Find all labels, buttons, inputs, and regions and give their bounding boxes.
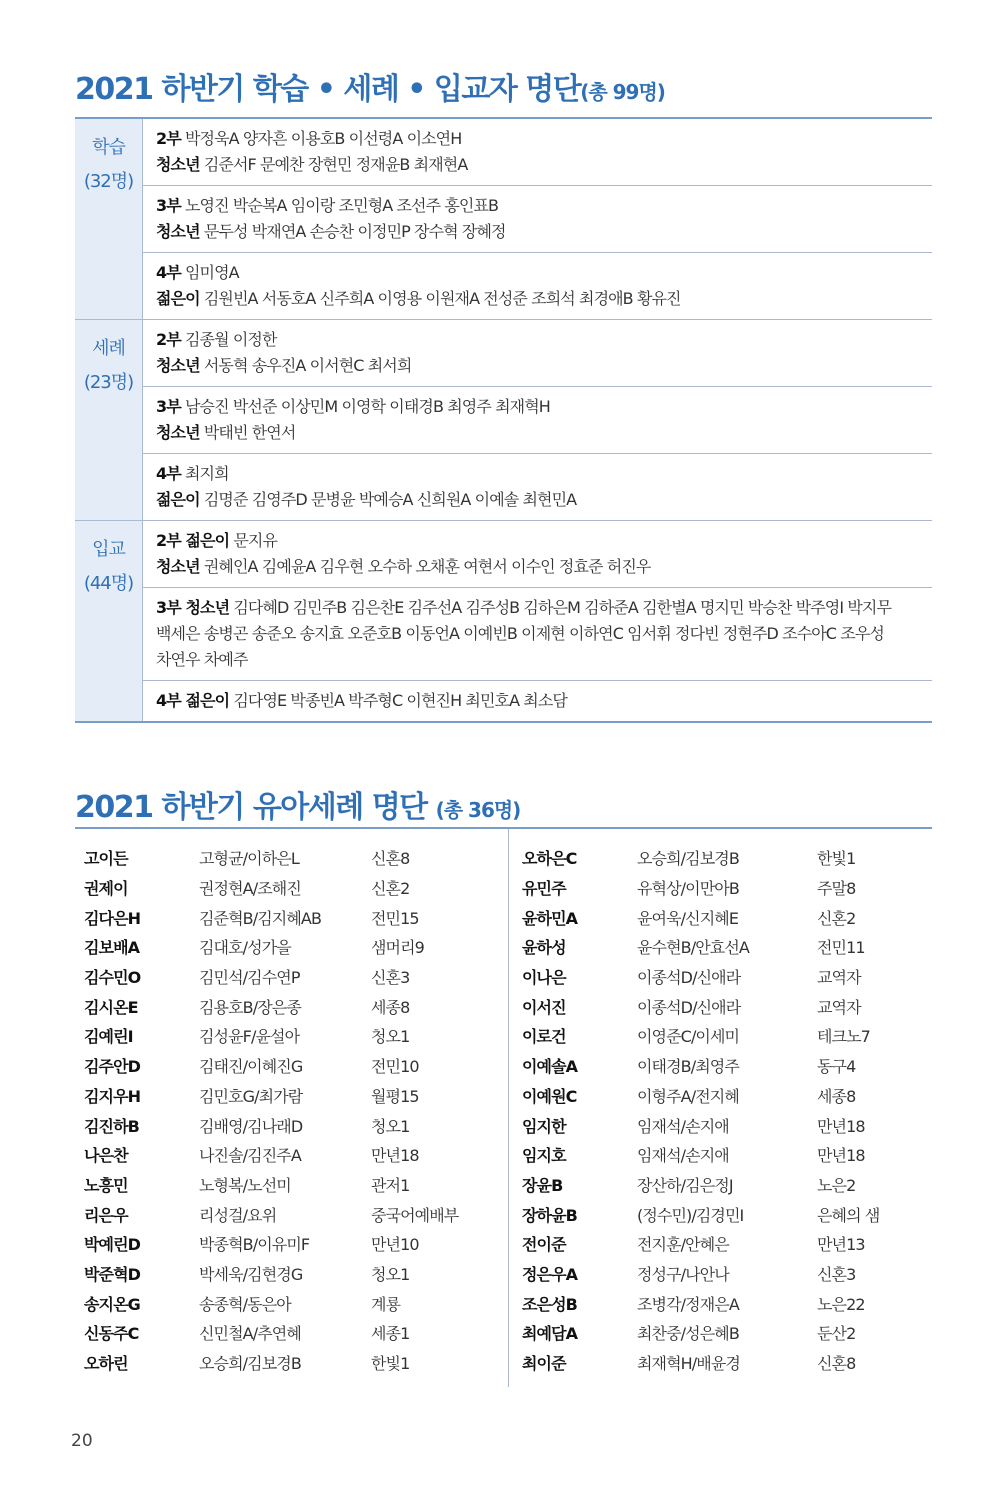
list-item bbox=[522, 1348, 879, 1378]
list-item bbox=[522, 1229, 879, 1259]
parents-names: 김민호G/최가람 bbox=[199, 1086, 303, 1106]
department-block bbox=[143, 680, 932, 721]
list-item bbox=[522, 1199, 879, 1229]
list-item bbox=[522, 1170, 879, 1200]
group-label: 젊은이 bbox=[156, 490, 200, 509]
member-names: 권혜인A 김예윤A 김우현 오수하 오채훈 여현서 이수인 정효준 허진우 bbox=[199, 557, 651, 576]
member-names: 박태빈 한연서 bbox=[199, 423, 296, 442]
child-name: 정은우A bbox=[522, 1264, 578, 1284]
category-blocks bbox=[143, 119, 932, 319]
roster-line bbox=[156, 647, 932, 673]
child-name: 오하린 bbox=[84, 1354, 128, 1374]
group-label: 4부 젊은이 bbox=[156, 691, 230, 710]
roster-line bbox=[156, 193, 932, 219]
child-name: 권제이 bbox=[84, 879, 128, 899]
list-item bbox=[84, 1288, 458, 1318]
member-names: 김다영E 박종빈A 박주형C 이현진H 최민호A 최소담 bbox=[229, 691, 567, 710]
member-names: 임미영A bbox=[180, 263, 239, 282]
group-label: 청소년 bbox=[156, 155, 200, 174]
child-name: 장윤B bbox=[522, 1175, 563, 1195]
parents-names: 최재혁H/배윤경 bbox=[637, 1354, 740, 1374]
roster-line bbox=[156, 219, 932, 245]
roster-line bbox=[156, 461, 932, 487]
member-names: 백세은 송병곤 송준오 송지효 오준호B 이동언A 이예빈B 이제현 이하연C 임서휘 정다빈 정현주D 조수아C 조우성 bbox=[156, 624, 884, 643]
district: 신혼3 bbox=[817, 1264, 856, 1284]
parents-names: 김성윤F/윤설아 bbox=[199, 1027, 300, 1047]
district: 노은22 bbox=[817, 1294, 865, 1314]
list-item bbox=[522, 962, 879, 992]
district: 한빛1 bbox=[817, 849, 856, 869]
parents-names: (정수민)/김경민I bbox=[637, 1205, 744, 1225]
list-item bbox=[84, 962, 458, 992]
list-item bbox=[522, 1288, 879, 1318]
list-item bbox=[522, 1318, 879, 1348]
column-divider bbox=[508, 829, 509, 1387]
parents-names: 김배영/김나래D bbox=[199, 1116, 303, 1136]
group-label: 젊은이 bbox=[156, 289, 200, 308]
district: 전민11 bbox=[817, 938, 865, 958]
group-label: 3부 청소년 bbox=[156, 598, 230, 617]
list-item bbox=[84, 902, 458, 932]
category-blocks bbox=[143, 521, 932, 721]
parents-names: 송종혁/동은아 bbox=[199, 1294, 291, 1314]
group-label: 4부 bbox=[156, 263, 181, 282]
department-block bbox=[143, 386, 932, 453]
list-item bbox=[522, 1110, 879, 1140]
list-item bbox=[84, 1259, 458, 1289]
member-names: 문두성 박재연A 손승찬 이정민P 장수혁 장혜정 bbox=[199, 222, 506, 241]
child-name: 리은우 bbox=[84, 1205, 128, 1225]
parents-names: 이종석D/신애라 bbox=[637, 997, 741, 1017]
member-names: 최지희 bbox=[180, 464, 229, 483]
district: 동구4 bbox=[817, 1057, 856, 1077]
parents-names: 김태진/이혜진G bbox=[199, 1057, 303, 1077]
parents-names: 김대호/성가을 bbox=[199, 938, 291, 958]
parents-names: 유혁상/이만아B bbox=[637, 879, 739, 899]
group-label: 청소년 bbox=[156, 356, 200, 375]
list-item bbox=[84, 1021, 458, 1051]
child-name: 윤하민A bbox=[522, 908, 578, 928]
district: 만년18 bbox=[817, 1146, 865, 1166]
member-names: 김명준 김영주D 문병윤 박예승A 신희원A 이예솔 최현민A bbox=[199, 490, 577, 509]
roster-line bbox=[156, 420, 932, 446]
roster-line bbox=[156, 688, 932, 714]
child-name: 김다은H bbox=[84, 908, 141, 928]
parents-names: 권정현A/조해진 bbox=[199, 879, 301, 899]
child-name: 김진하B bbox=[84, 1116, 139, 1136]
list-item bbox=[522, 902, 879, 932]
parents-names: 정성구/나안나 bbox=[637, 1264, 729, 1284]
district: 교역자 bbox=[817, 997, 861, 1017]
group-label: 2부 bbox=[156, 129, 181, 148]
list-item bbox=[84, 1110, 458, 1140]
parents-names: 이종석D/신애라 bbox=[637, 968, 741, 988]
group-label: 3부 bbox=[156, 196, 181, 215]
list-item bbox=[84, 873, 458, 903]
child-name: 이예솔A bbox=[522, 1057, 578, 1077]
child-name: 고이든 bbox=[84, 849, 128, 869]
parents-names: 이형주A/전지혜 bbox=[637, 1086, 739, 1106]
category-label bbox=[75, 320, 143, 520]
member-names: 김종월 이정한 bbox=[180, 330, 277, 349]
list-item bbox=[84, 991, 458, 1021]
district: 신혼2 bbox=[371, 879, 410, 899]
child-name: 임지호 bbox=[522, 1146, 566, 1166]
group-label: 청소년 bbox=[156, 557, 200, 576]
roster-line bbox=[156, 327, 932, 353]
list-item bbox=[84, 1051, 458, 1081]
category-count: (44명) bbox=[83, 573, 134, 594]
category-blocks bbox=[143, 320, 932, 520]
roster-line bbox=[156, 554, 932, 580]
district: 세종8 bbox=[817, 1086, 856, 1106]
parents-names: 최찬중/성은혜B bbox=[637, 1324, 739, 1344]
district: 만년10 bbox=[371, 1235, 419, 1255]
district: 신혼8 bbox=[817, 1354, 856, 1374]
district: 교역자 bbox=[817, 968, 861, 988]
roster-group bbox=[75, 319, 932, 520]
category-name: 학습 bbox=[92, 137, 125, 158]
child-name: 조은성B bbox=[522, 1294, 577, 1314]
child-name: 유민주 bbox=[522, 879, 566, 899]
child-name: 송지온G bbox=[84, 1294, 140, 1314]
child-name: 이로건 bbox=[522, 1027, 566, 1047]
parents-names: 김용호B/장은종 bbox=[199, 997, 301, 1017]
roster-line bbox=[156, 487, 932, 513]
roster-group bbox=[75, 119, 932, 319]
roster-line bbox=[156, 394, 932, 420]
department-block bbox=[143, 320, 932, 386]
district: 만년18 bbox=[371, 1146, 419, 1166]
roster-line bbox=[156, 621, 932, 647]
category-count: (32명) bbox=[83, 171, 134, 192]
child-name: 최예담A bbox=[522, 1324, 578, 1344]
parents-names: 고형균/이하은L bbox=[199, 849, 299, 869]
parents-names: 박세욱/김현경G bbox=[199, 1264, 303, 1284]
parents-names: 이영준C/이세미 bbox=[637, 1027, 740, 1047]
infant-baptism-list bbox=[75, 827, 932, 1389]
roster-title-text: 2021 하반기 학습 • 세례 • 입교자 명단 bbox=[75, 72, 581, 107]
group-label: 청소년 bbox=[156, 423, 200, 442]
group-label: 2부 bbox=[156, 330, 181, 349]
child-name: 이나은 bbox=[522, 968, 566, 988]
child-name: 신동주C bbox=[84, 1324, 139, 1344]
list-item bbox=[522, 991, 879, 1021]
list-item bbox=[522, 843, 879, 873]
parents-names: 오승희/김보경B bbox=[199, 1354, 301, 1374]
child-name: 박예린D bbox=[84, 1235, 141, 1255]
parents-names: 윤여욱/신지혜E bbox=[637, 908, 739, 928]
infant-baptism-title-text: 2021 하반기 유아세례 명단 bbox=[75, 790, 427, 825]
department-block bbox=[143, 185, 932, 252]
child-name: 임지한 bbox=[522, 1116, 566, 1136]
member-names: 김원빈A 서동호A 신주희A 이영용 이원재A 전성준 조희석 최경애B 황유진 bbox=[199, 289, 681, 308]
child-name: 오하은C bbox=[522, 849, 577, 869]
member-names: 차연우 차예주 bbox=[156, 650, 248, 669]
parents-names: 박종혁B/이유미F bbox=[199, 1235, 310, 1255]
roster-line bbox=[156, 126, 932, 152]
roster-line bbox=[156, 528, 932, 554]
child-name: 노흥민 bbox=[84, 1175, 128, 1195]
member-names: 김준서F 문예찬 장현민 정재윤B 최재현A bbox=[199, 155, 468, 174]
district: 테크노7 bbox=[817, 1027, 870, 1047]
district: 청오1 bbox=[371, 1027, 410, 1047]
parents-names: 윤수현B/안효선A bbox=[637, 938, 749, 958]
roster-line bbox=[156, 260, 932, 286]
member-names: 남승진 박선준 이상민M 이영학 이태경B 최영주 최재혁H bbox=[180, 397, 550, 416]
district: 전민15 bbox=[371, 908, 419, 928]
district: 신혼3 bbox=[371, 968, 410, 988]
list-item bbox=[84, 843, 458, 873]
parents-names: 신민철A/추연혜 bbox=[199, 1324, 301, 1344]
parents-names: 이태경B/최영주 bbox=[637, 1057, 739, 1077]
infant-baptism-title bbox=[75, 782, 520, 826]
infant-column-right bbox=[522, 843, 879, 1377]
child-name: 장하윤B bbox=[522, 1205, 577, 1225]
category-name: 입교 bbox=[92, 539, 125, 560]
list-item bbox=[84, 1170, 458, 1200]
list-item bbox=[84, 932, 458, 962]
list-item bbox=[84, 1199, 458, 1229]
infant-column-left bbox=[84, 843, 458, 1377]
child-name: 이서진 bbox=[522, 997, 566, 1017]
district: 청오1 bbox=[371, 1264, 410, 1284]
department-block bbox=[143, 119, 932, 185]
district: 중국어예배부 bbox=[371, 1205, 459, 1225]
roster-table bbox=[75, 117, 932, 723]
child-name: 김지우H bbox=[84, 1086, 141, 1106]
child-name: 김시온E bbox=[84, 997, 138, 1017]
child-name: 김보배A bbox=[84, 938, 140, 958]
roster-line bbox=[156, 152, 932, 178]
district: 신혼8 bbox=[371, 849, 410, 869]
department-block bbox=[143, 521, 932, 587]
member-names: 문지유 bbox=[229, 531, 277, 550]
parents-names: 오승희/김보경B bbox=[637, 849, 739, 869]
parents-names: 나진솔/김진주A bbox=[199, 1146, 301, 1166]
child-name: 전이준 bbox=[522, 1235, 566, 1255]
parents-names: 노형복/노선미 bbox=[199, 1175, 291, 1195]
parents-names: 김민석/김수연P bbox=[199, 968, 300, 988]
parents-names: 전지훈/안혜은 bbox=[637, 1235, 729, 1255]
list-item bbox=[84, 1081, 458, 1111]
list-item bbox=[522, 873, 879, 903]
district: 만년13 bbox=[817, 1235, 865, 1255]
category-label bbox=[75, 119, 143, 319]
parents-names: 임재석/손지애 bbox=[637, 1116, 729, 1136]
district: 신혼2 bbox=[817, 908, 856, 928]
child-name: 윤하성 bbox=[522, 938, 566, 958]
child-name: 김주안D bbox=[84, 1057, 141, 1077]
group-label: 청소년 bbox=[156, 222, 200, 241]
infant-baptism-title-total: (총 36명) bbox=[435, 798, 521, 822]
child-name: 나은찬 bbox=[84, 1146, 128, 1166]
group-label: 2부 젊은이 bbox=[156, 531, 230, 550]
member-names: 노영진 박순복A 임이랑 조민형A 조선주 홍인표B bbox=[180, 196, 499, 215]
district: 세종1 bbox=[371, 1324, 410, 1344]
list-item bbox=[84, 1348, 458, 1378]
list-item bbox=[84, 1318, 458, 1348]
list-item bbox=[84, 1140, 458, 1170]
district: 노은2 bbox=[817, 1175, 856, 1195]
group-label: 3부 bbox=[156, 397, 181, 416]
list-item bbox=[522, 932, 879, 962]
member-names: 김다혜D 김민주B 김은찬E 김주선A 김주성B 김하은M 김하준A 김한별A 명지민 박승찬 박주영I 박지무 bbox=[229, 598, 892, 617]
category-label bbox=[75, 521, 143, 721]
district: 전민10 bbox=[371, 1057, 419, 1077]
department-block bbox=[143, 453, 932, 520]
parents-names: 장산하/김은정J bbox=[637, 1175, 733, 1195]
roster-title bbox=[75, 64, 665, 108]
district: 은혜의 샘 bbox=[817, 1205, 880, 1225]
list-item bbox=[522, 1259, 879, 1289]
parents-names: 김준혁B/김지혜AB bbox=[199, 908, 322, 928]
list-item bbox=[84, 1229, 458, 1259]
district: 계룡 bbox=[371, 1294, 401, 1314]
district: 한빛1 bbox=[371, 1354, 410, 1374]
department-block bbox=[143, 587, 932, 680]
list-item bbox=[522, 1140, 879, 1170]
roster-group bbox=[75, 520, 932, 721]
list-item bbox=[522, 1051, 879, 1081]
department-block bbox=[143, 252, 932, 319]
group-label: 4부 bbox=[156, 464, 181, 483]
roster-line bbox=[156, 286, 932, 312]
roster-title-total: (총 99명) bbox=[580, 80, 665, 104]
roster-line bbox=[156, 595, 932, 621]
member-names: 서동혁 송우진A 이서현C 최서희 bbox=[199, 356, 412, 375]
district: 주말8 bbox=[817, 879, 856, 899]
district: 만년18 bbox=[817, 1116, 865, 1136]
category-name: 세례 bbox=[92, 338, 125, 359]
child-name: 최이준 bbox=[522, 1354, 566, 1374]
child-name: 김수민O bbox=[84, 968, 141, 988]
member-names: 박정욱A 양자흔 이용호B 이선령A 이소연H bbox=[180, 129, 462, 148]
district: 월평15 bbox=[371, 1086, 419, 1106]
category-count: (23명) bbox=[83, 372, 134, 393]
roster-line bbox=[156, 353, 932, 379]
parents-names: 임재석/손지애 bbox=[637, 1146, 729, 1166]
parents-names: 조병각/정재은A bbox=[637, 1294, 739, 1314]
list-item bbox=[522, 1021, 879, 1051]
parents-names: 리성걸/요위 bbox=[199, 1205, 277, 1225]
child-name: 박준혁D bbox=[84, 1264, 141, 1284]
district: 세종8 bbox=[371, 997, 410, 1017]
child-name: 김예린I bbox=[84, 1027, 133, 1047]
list-item bbox=[522, 1081, 879, 1111]
district: 둔산2 bbox=[817, 1324, 856, 1344]
district: 샘머리9 bbox=[371, 938, 424, 958]
page-number: 20 bbox=[71, 1431, 93, 1451]
district: 청오1 bbox=[371, 1116, 410, 1136]
child-name: 이예원C bbox=[522, 1086, 577, 1106]
district: 관저1 bbox=[371, 1175, 410, 1195]
